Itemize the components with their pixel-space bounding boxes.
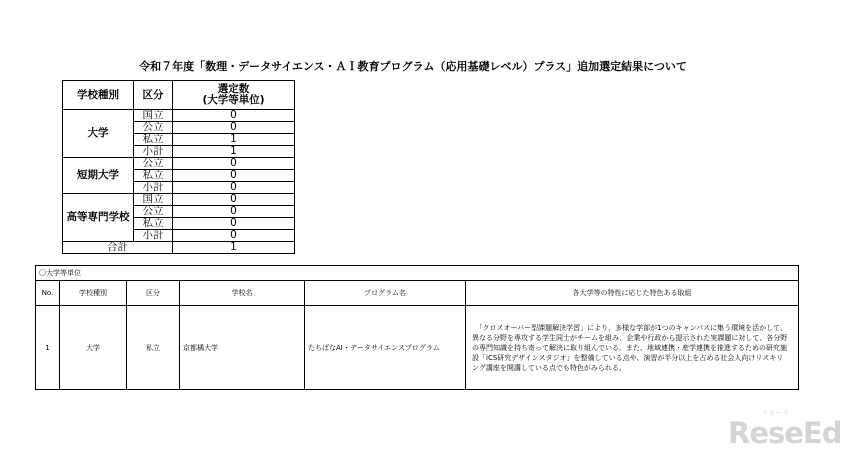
summary-total-row [63,242,295,254]
header-division: 区分 [134,81,173,110]
division-cell: 小計 [134,182,173,194]
header-features: 各大学等の特性に応じた特色ある取組 [466,281,799,306]
division-cell: 小計 [134,230,173,242]
division-cell: 私立 [134,218,173,230]
table-row [36,306,799,390]
count-cell: 0 [173,158,295,170]
detail-table [35,265,799,390]
detail-caption: 〇大学等単位 [36,266,799,281]
row-division: 私立 [127,306,180,390]
division-cell: 国立 [134,110,173,122]
count-cell: 0 [173,170,295,182]
row-school-name: 京都橘大学 [180,306,305,390]
watermark-logo: ReseEd [728,416,842,450]
detail-header-row [36,281,799,306]
row-features: 「クロスオーバー型課題解決学習」により、多様な学部が1つのキャンパスに集う環境を活かして、異なる分野を専攻する学生同士がチームを組み、企業や行政から提示された実課題に対して、各分野の専門知識を持ち寄って解決に取り組んでいる。また、地域連携・産学連携を推進するための研究施設「iCS研究デザインスタジオ」を整備している点や、演習が半分以上を占める社会人向けリスキリング講座を開講している点でも特色がみられる。 [466,306,799,390]
division-cell: 公立 [134,158,173,170]
detail-caption-row [36,266,799,281]
header-program-name: プログラム名 [305,281,466,306]
count-cell: 0 [173,110,295,122]
summary-table [62,80,295,254]
division-cell: 公立 [134,122,173,134]
count-cell: 0 [173,122,295,134]
division-cell: 私立 [134,170,173,182]
row-no: 1 [36,306,60,390]
count-cell: 0 [173,182,295,194]
summary-header-row [63,81,295,110]
total-count: 1 [173,242,295,254]
page-title: 令和７年度「数理・データサイエンス・ＡＩ教育プログラム（応用基礎レベル）プラス」追加選定結果について [139,60,687,73]
header-count-line1: 選定数 [217,83,250,95]
count-cell: 0 [173,194,295,206]
count-cell: 1 [173,146,295,158]
count-cell: 0 [173,218,295,230]
summary-row [63,158,295,170]
count-cell: 1 [173,134,295,146]
watermark-subtitle: リシード [762,410,791,417]
header-count-line2: (大学等単位) [202,94,265,106]
school-type-cell: 高等専門学校 [63,194,134,242]
header-count [173,81,295,110]
school-type-cell: 短期大学 [63,158,134,194]
division-cell: 公立 [134,206,173,218]
count-cell: 0 [173,206,295,218]
school-type-cell: 大学 [63,110,134,158]
summary-row [63,110,295,122]
header-school-type: 学校種別 [60,281,127,306]
row-program-name: たちばなAI・データサイエンスプログラム [305,306,466,390]
division-cell: 国立 [134,194,173,206]
summary-row [63,194,295,206]
header-no: No. [36,281,60,306]
division-cell: 私立 [134,134,173,146]
division-cell: 小計 [134,146,173,158]
header-school-type: 学校種別 [63,81,134,110]
total-label: 合計 [63,242,173,254]
header-division: 区分 [127,281,180,306]
count-cell: 0 [173,230,295,242]
header-school-name: 学校名 [180,281,305,306]
row-school-type: 大学 [60,306,127,390]
